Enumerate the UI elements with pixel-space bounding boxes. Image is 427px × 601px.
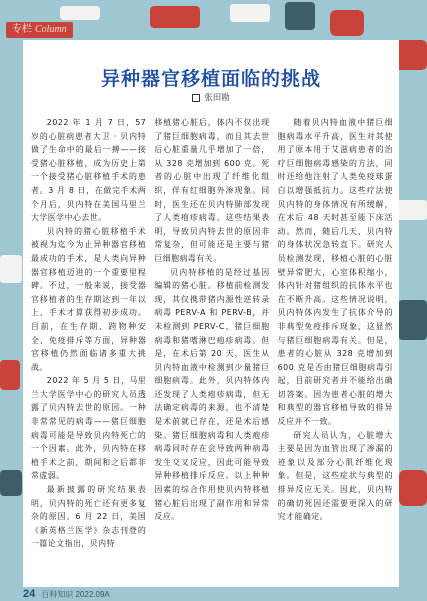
background-decoration — [398, 300, 427, 340]
background-decoration — [60, 6, 100, 20]
column-tag — [6, 22, 73, 38]
column-tag-label: 专栏 — [12, 24, 32, 35]
paragraph: 贝内特移植的是经过基因编辑的猪心脏。移植前检测发现，其仅携带猪内源性逆转录病毒 PERV-A 和 PERV-B，并未检测到 PERV-C、猪巨细胞病毒和猪嗜淋巴疱疹病毒。但是，在术后第 20 天，医生从贝内特血液中检测到少量猪巨细胞病毒。此外，贝内特体内还发现了人类疱疹病毒，但无法确定病毒的来源，也不清楚是术前就已存在，还是术后感染。猪巨细胞病毒和人类疱疹病毒同时存在会导致两种病毒发生交叉反应，因此可能导致异种移植排斥反应。以上种种因素的综合作用使贝内特移植猪心脏后出现了副作用和异常反应。 — [154, 267, 270, 522]
author-box-icon — [192, 94, 200, 102]
paragraph: 研究人员认为，心脏增大主要是因为血管出现了渗漏的迹象以及部分心肌纤维化现象。但是，这些症状与典型的排异反应无关。因此，贝内特的确切死因还需要更深入的研究才能确定。 — [277, 430, 393, 522]
column-1 — [31, 116, 146, 578]
author-name: 张田勘 — [204, 93, 230, 103]
background-decoration — [330, 10, 364, 36]
background-decoration — [150, 6, 200, 28]
paragraph: 移植猪心脏后，体内不仅出现了猪巨细胞病毒，而且其去世后心脏重量几乎增加了一倍，从 328 克增加到 600 克。死者的心脏中出现了纤维化组织，伴有红细胞外渗现象。同时，医生还在贝内特肺部发现了人类疱疹病毒。这些结果表明，导致贝内特去世的原因非常复杂，但可能还是主要与猪巨细胞病毒有关。 — [154, 118, 270, 263]
background-decoration — [0, 255, 22, 283]
article-title: 异种器官移植面临的挑战 — [100, 68, 321, 90]
page-footer — [23, 588, 110, 600]
page-number: 24 — [23, 588, 36, 600]
background-decoration — [395, 200, 427, 220]
paragraph: 随着贝内特血液中猪巨细胞病毒水平升高，医生对其使用了原本用于艾滋病患者的治疗巨细胞病毒感染的方法，同时还给他注射了人类免疫球蛋白以增强抵抗力。这些疗法使贝内特的身体情况有所缓解，在术后 48 天时甚至能下床活动。然而，随后几天，贝内特的身体状况急转直下。研究人员检测发现，移植心脏的心脏壁异常肥大，心室体积缩小，体内针对猪组织的抗体水平也在不断升高。这些情况说明，贝内特体内发生了抗体介导的非典型免疫排斥现象，这显然与猪巨细胞病毒有关。但是，患者的心脏从 328 克增加到 600 克是否由猪巨细胞病毒引起，目前研究者并不能给出确切答案。因为患者心脏的增大和典型的器官移植导致的排异反应并不一致。 — [277, 118, 393, 427]
background-decoration — [230, 4, 270, 22]
author-line — [23, 91, 399, 103]
column-3 — [278, 116, 393, 578]
paragraph: 2022 年 1 月 7 日，57 岁的心脏病患者大卫 · 贝内特做了生命中的最后一搏——接受猪心脏移植，成为历史上第一个接受猪心脏移植手术的患者。3 月 8 日，在做完手术两个月后，贝内特在美国马里兰大学医学中心去世。 — [31, 118, 147, 223]
article-body — [31, 116, 393, 578]
magazine-name: 百科知识 2022.09A — [41, 590, 110, 599]
article-card — [23, 40, 399, 587]
background-decoration — [399, 470, 427, 506]
paragraph: 2022 年 5 月 5 日，马里兰大学医学中心的研究人员透露了贝内特去世的原因。一种非常常见的病毒——猪巨细胞病毒可能是导致贝内特死亡的一个因素。此外，贝内特在移植手术之前，期间和之后都非常虚弱。 — [31, 376, 147, 481]
column-tag-label-en: Column — [35, 24, 67, 35]
paragraph: 最新披露的研究结果表明，贝内特的死亡还有更多复杂的原因。6 月 22 日，美国《新英格兰医学》杂志刊登的一篇论文指出，贝内特 — [31, 485, 147, 549]
background-decoration — [0, 360, 20, 390]
column-2 — [154, 116, 269, 578]
background-decoration — [285, 2, 315, 30]
paragraph: 贝内特的猪心脏移植手术被视为迄今为止异种器官移植最成功的手术，是人类向异种器官移植迈进的一个重要里程碑。不过，一般来说，接受器官移植者的生存期达到一年以上，手术才算获得初步成功。目前，在生存期、跨物种安全、免疫排斥等方面，异种器官移植仍然面临诸多重大挑战。 — [31, 226, 147, 372]
background-decoration — [0, 470, 22, 496]
